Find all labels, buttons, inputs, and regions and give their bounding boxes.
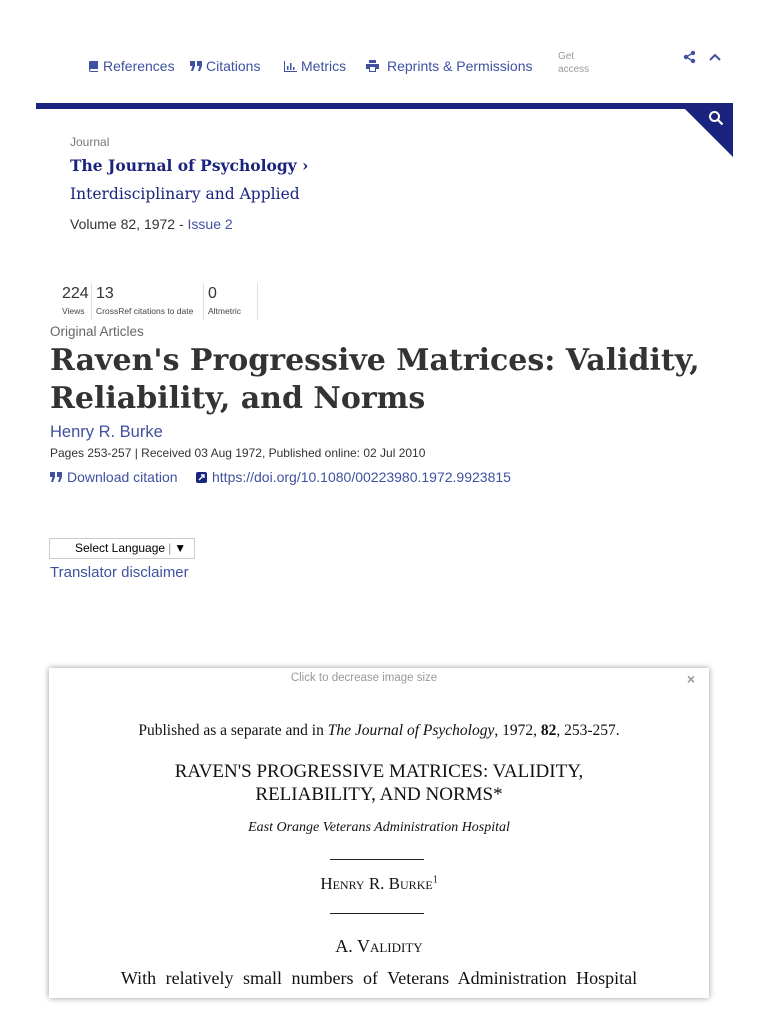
download-citation-link[interactable]: [50, 469, 178, 485]
scan-publication-line: [49, 722, 709, 740]
chevron-right-icon: ›: [302, 156, 309, 175]
chevron-up-icon[interactable]: [708, 50, 722, 64]
scan-rule-bottom: [330, 913, 424, 914]
crossref-count: 13: [96, 285, 114, 302]
journal-label: Journal: [70, 135, 110, 149]
dropdown-arrow-icon: ▼: [174, 541, 187, 555]
external-link-icon: [196, 472, 207, 483]
scan-author-footnote: 1: [432, 874, 438, 886]
header-divider-bar: [36, 103, 733, 109]
close-icon[interactable]: ×: [686, 671, 695, 687]
citations-tab[interactable]: [190, 58, 260, 74]
journal-title: The Journal of Psychology: [70, 156, 297, 175]
scan-author: [49, 874, 709, 894]
search-icon[interactable]: [708, 110, 724, 126]
doi-link[interactable]: [196, 469, 511, 485]
reprints-label: Reprints & Permissions: [387, 58, 533, 74]
scan-pub-year: , 1972,: [494, 722, 541, 739]
language-select-label: Select Language: [75, 541, 166, 555]
scan-title-line2: RELIABILITY, AND NORMS*: [255, 784, 503, 805]
crossref-label: CrossRef citations to date: [96, 306, 194, 316]
references-tab[interactable]: [88, 58, 175, 74]
citations-label: Citations: [206, 58, 261, 74]
doi-label: https://doi.org/10.1080/00223980.1972.9923815: [212, 469, 511, 485]
scan-affiliation: East Orange Veterans Administration Hospital: [248, 820, 510, 835]
author-link[interactable]: Henry R. Burke: [50, 423, 163, 441]
volume-issue: [70, 216, 233, 232]
book-icon: [88, 60, 99, 72]
metrics-tab[interactable]: [284, 58, 346, 74]
article-title: Raven's Progressive Matrices: Validity, Reliability, and Norms: [50, 343, 700, 416]
language-select[interactable]: [49, 538, 195, 559]
scan-section-heading: A. Validity: [335, 936, 423, 956]
scan-rule-top: [330, 859, 424, 860]
section-label: Original Articles: [50, 324, 144, 339]
views-metric: [62, 283, 92, 320]
scan-title-line1: RAVEN'S PROGRESSIVE MATRICES: VALIDITY,: [174, 761, 584, 782]
scan-pub-journal: The Journal of Psychology: [327, 722, 495, 739]
scan-body-text: With relatively small numbers of Veterans Administration Hospital: [120, 968, 638, 988]
scan-pub-volume: 82: [540, 722, 557, 739]
views-label: Views: [62, 306, 85, 316]
publication-dates: Pages 253-257 | Received 03 Aug 1972, Published online: 02 Jul 2010: [50, 446, 426, 460]
views-count: 224: [62, 285, 89, 302]
scan-pub-pages: , 253-257.: [556, 722, 620, 739]
issue-link[interactable]: Issue 2: [187, 216, 233, 232]
language-select-separator: |: [168, 541, 172, 555]
journal-subtitle: Interdisciplinary and Applied: [70, 185, 300, 203]
quote-icon: [50, 472, 62, 483]
reprints-tab[interactable]: [366, 58, 533, 74]
altmetric-label: Altmetric: [208, 306, 242, 316]
metrics-label: Metrics: [301, 58, 347, 74]
get-access-link[interactable]: [558, 50, 598, 76]
altmetric-metric[interactable]: [208, 283, 258, 320]
translator-disclaimer-link[interactable]: Translator disclaimer: [50, 564, 189, 581]
quote-icon: [190, 61, 202, 72]
preview-hint: Click to decrease image size: [290, 672, 438, 684]
journal-title-link[interactable]: [70, 156, 308, 175]
scan-pub-prefix: Published as a separate and in: [138, 722, 328, 739]
first-page-preview[interactable]: [49, 668, 709, 998]
altmetric-count: 0: [208, 285, 217, 302]
get-access-line2: access: [558, 64, 590, 75]
references-label: References: [103, 58, 175, 74]
get-access-line1: Get: [558, 51, 575, 62]
share-icon[interactable]: [683, 50, 696, 64]
download-citation-label: Download citation: [67, 469, 178, 485]
printer-icon: [366, 60, 379, 72]
crossref-metric: [96, 283, 204, 320]
bar-chart-icon: [284, 61, 297, 72]
scan-author-name: Henry R. Burke: [320, 874, 433, 893]
volume-label: Volume 82, 1972 -: [70, 216, 188, 232]
